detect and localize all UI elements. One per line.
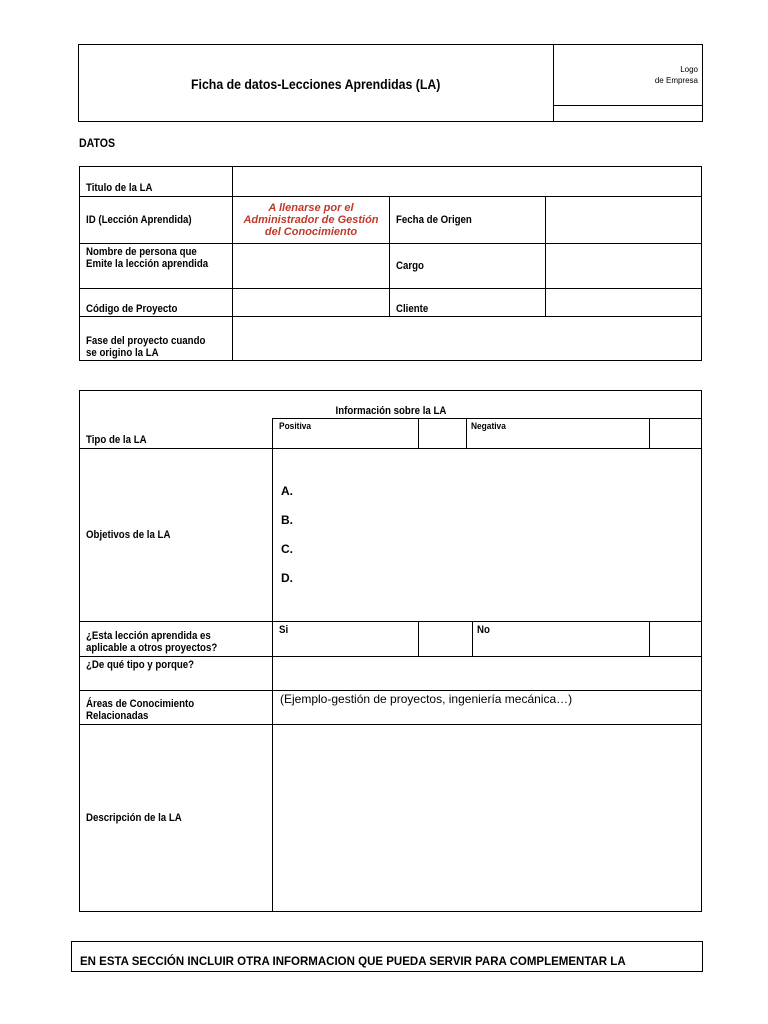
fecha-field[interactable]	[546, 197, 702, 244]
descripcion-field[interactable]	[273, 725, 702, 912]
info-section-title: Información sobre la LA	[80, 391, 702, 419]
cliente-label: Cliente	[390, 289, 546, 317]
titulo-label: Titulo de la LA	[80, 167, 233, 197]
cargo-label: Cargo	[390, 244, 546, 289]
positiva-checkbox[interactable]	[419, 419, 467, 449]
objetivo-b: B.	[281, 513, 293, 527]
id-label: ID (Lección Aprendida)	[80, 197, 233, 244]
info-table	[79, 390, 702, 912]
objetivos-label: Objetivos de la LA	[80, 449, 273, 622]
si-checkbox[interactable]	[419, 622, 473, 657]
titulo-field[interactable]	[233, 167, 702, 197]
fase-label: Fase del proyecto cuando se origino la LA	[80, 317, 233, 361]
fase-field[interactable]	[233, 317, 702, 361]
page-title-text: Ficha de datos-Lecciones Aprendidas (LA)	[190, 76, 441, 92]
datos-heading	[79, 136, 120, 150]
datos-heading-text: DATOS	[79, 136, 115, 150]
fecha-label: Fecha de Origen	[390, 197, 546, 244]
page-title	[78, 76, 553, 92]
codigo-label: Código de Proyecto	[80, 289, 233, 317]
objetivo-c: C.	[281, 542, 293, 556]
areas-example: (Ejemplo-gestión de proyectos, ingeniería mecánica…)	[280, 692, 573, 706]
no-checkbox[interactable]	[650, 622, 702, 657]
logo-line-1: Logo	[680, 65, 698, 74]
si-label: Si	[273, 622, 419, 657]
logo-divider	[553, 105, 703, 106]
datos-table	[79, 166, 702, 361]
id-note: A llenarse por el Administrador de Gestión del Conocimiento	[233, 197, 390, 244]
persona-field[interactable]	[233, 244, 390, 289]
cargo-field[interactable]	[546, 244, 702, 289]
tipo-label: Tipo de la LA	[80, 419, 273, 449]
company-logo	[600, 64, 698, 86]
footer-text: EN ESTA SECCIÓN INCLUIR OTRA INFORMACION QUE PUEDA SERVIR PARA COMPLEMENTAR LA	[80, 956, 626, 968]
logo-line-2: de Empresa	[654, 76, 698, 85]
negativa-label: Negativa	[467, 419, 650, 449]
objetivos-field[interactable]	[273, 449, 702, 622]
negativa-checkbox[interactable]	[650, 419, 702, 449]
persona-label: Nombre de persona que Emite la lección aprendida	[80, 244, 233, 289]
header-divider	[553, 44, 554, 122]
descripcion-label: Descripción de la LA	[80, 725, 273, 912]
objetivo-d: D.	[281, 571, 293, 585]
areas-label: Áreas de Conocimiento Relacionadas	[80, 691, 273, 725]
aplicable-label: ¿Esta lección aprendida es aplicable a otros proyectos?	[80, 622, 273, 657]
cliente-field[interactable]	[546, 289, 702, 317]
tipo-porque-label: ¿De qué tipo y porque?	[80, 657, 273, 691]
codigo-field[interactable]	[233, 289, 390, 317]
positiva-label: Positiva	[273, 419, 419, 449]
areas-field[interactable]	[273, 691, 702, 725]
no-label: No	[473, 622, 650, 657]
tipo-porque-field[interactable]	[273, 657, 702, 691]
objetivo-a: A.	[281, 484, 293, 498]
